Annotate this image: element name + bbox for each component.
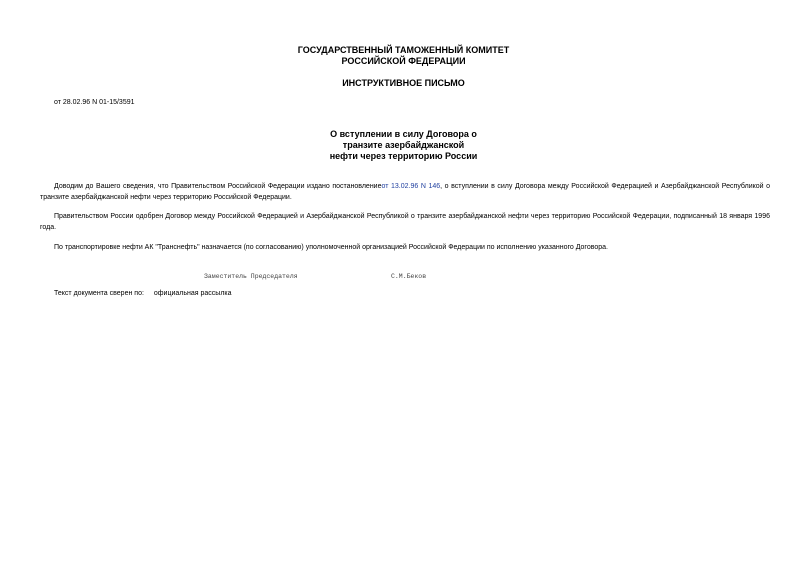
decree-link[interactable]: от 13.02.96 N 146 [381, 183, 441, 190]
issuer-header [0, 45, 807, 67]
document-subject [0, 129, 807, 162]
signatory-name: С.М.Беков [391, 273, 427, 280]
subject-line-2: транзите азербайджанской [342, 140, 465, 150]
paragraph-1-text-end: , о вступлении в силу Договора между Российской Федерацией и Азербайджанской Республикой о транзите азербайджанской нефти через территорию Российской Федерации. [40, 183, 771, 201]
signatory-title: Заместитель Председателя [204, 273, 298, 280]
document-reference: от 28.02.96 N 01-15/3591 [54, 99, 135, 106]
paragraph-2 [40, 211, 770, 233]
subject-line-3: нефти через территорию России [329, 151, 478, 161]
paragraph-1-text-start: Доводим до Вашего сведения, что Правительством Российской Федерации издано постановление [54, 183, 382, 190]
paragraph-2-text: Правительством России одобрен Договор между Российской Федерацией и Азербайджанской Республикой о транзите азербайджанской нефти через территорию Российской Федерации, подписанный 18 января 1996 года. [40, 213, 770, 231]
paragraph-3-text: По транспортировке нефти АК "Транснефть" назначается (по согласованию) уполномоченной организацией Российской Федерации по исполнению указанного Договора. [54, 244, 608, 251]
verification-note [54, 290, 232, 297]
document-type: ИНСТРУКТИВНОЕ ПИСЬМО [342, 78, 465, 88]
verification-value: официальная рассылка [153, 290, 232, 297]
verification-label: Текст документа сверен по: [54, 290, 144, 297]
issuer-line-2: РОССИЙСКОЙ ФЕДЕРАЦИИ [341, 56, 466, 66]
subject-line-1: О вступлении в силу Договора о [330, 129, 477, 139]
issuer-line-1: ГОСУДАРСТВЕННЫЙ ТАМОЖЕННЫЙ КОМИТЕТ [297, 45, 510, 55]
paragraph-3 [40, 242, 770, 253]
paragraph-1 [40, 181, 770, 203]
